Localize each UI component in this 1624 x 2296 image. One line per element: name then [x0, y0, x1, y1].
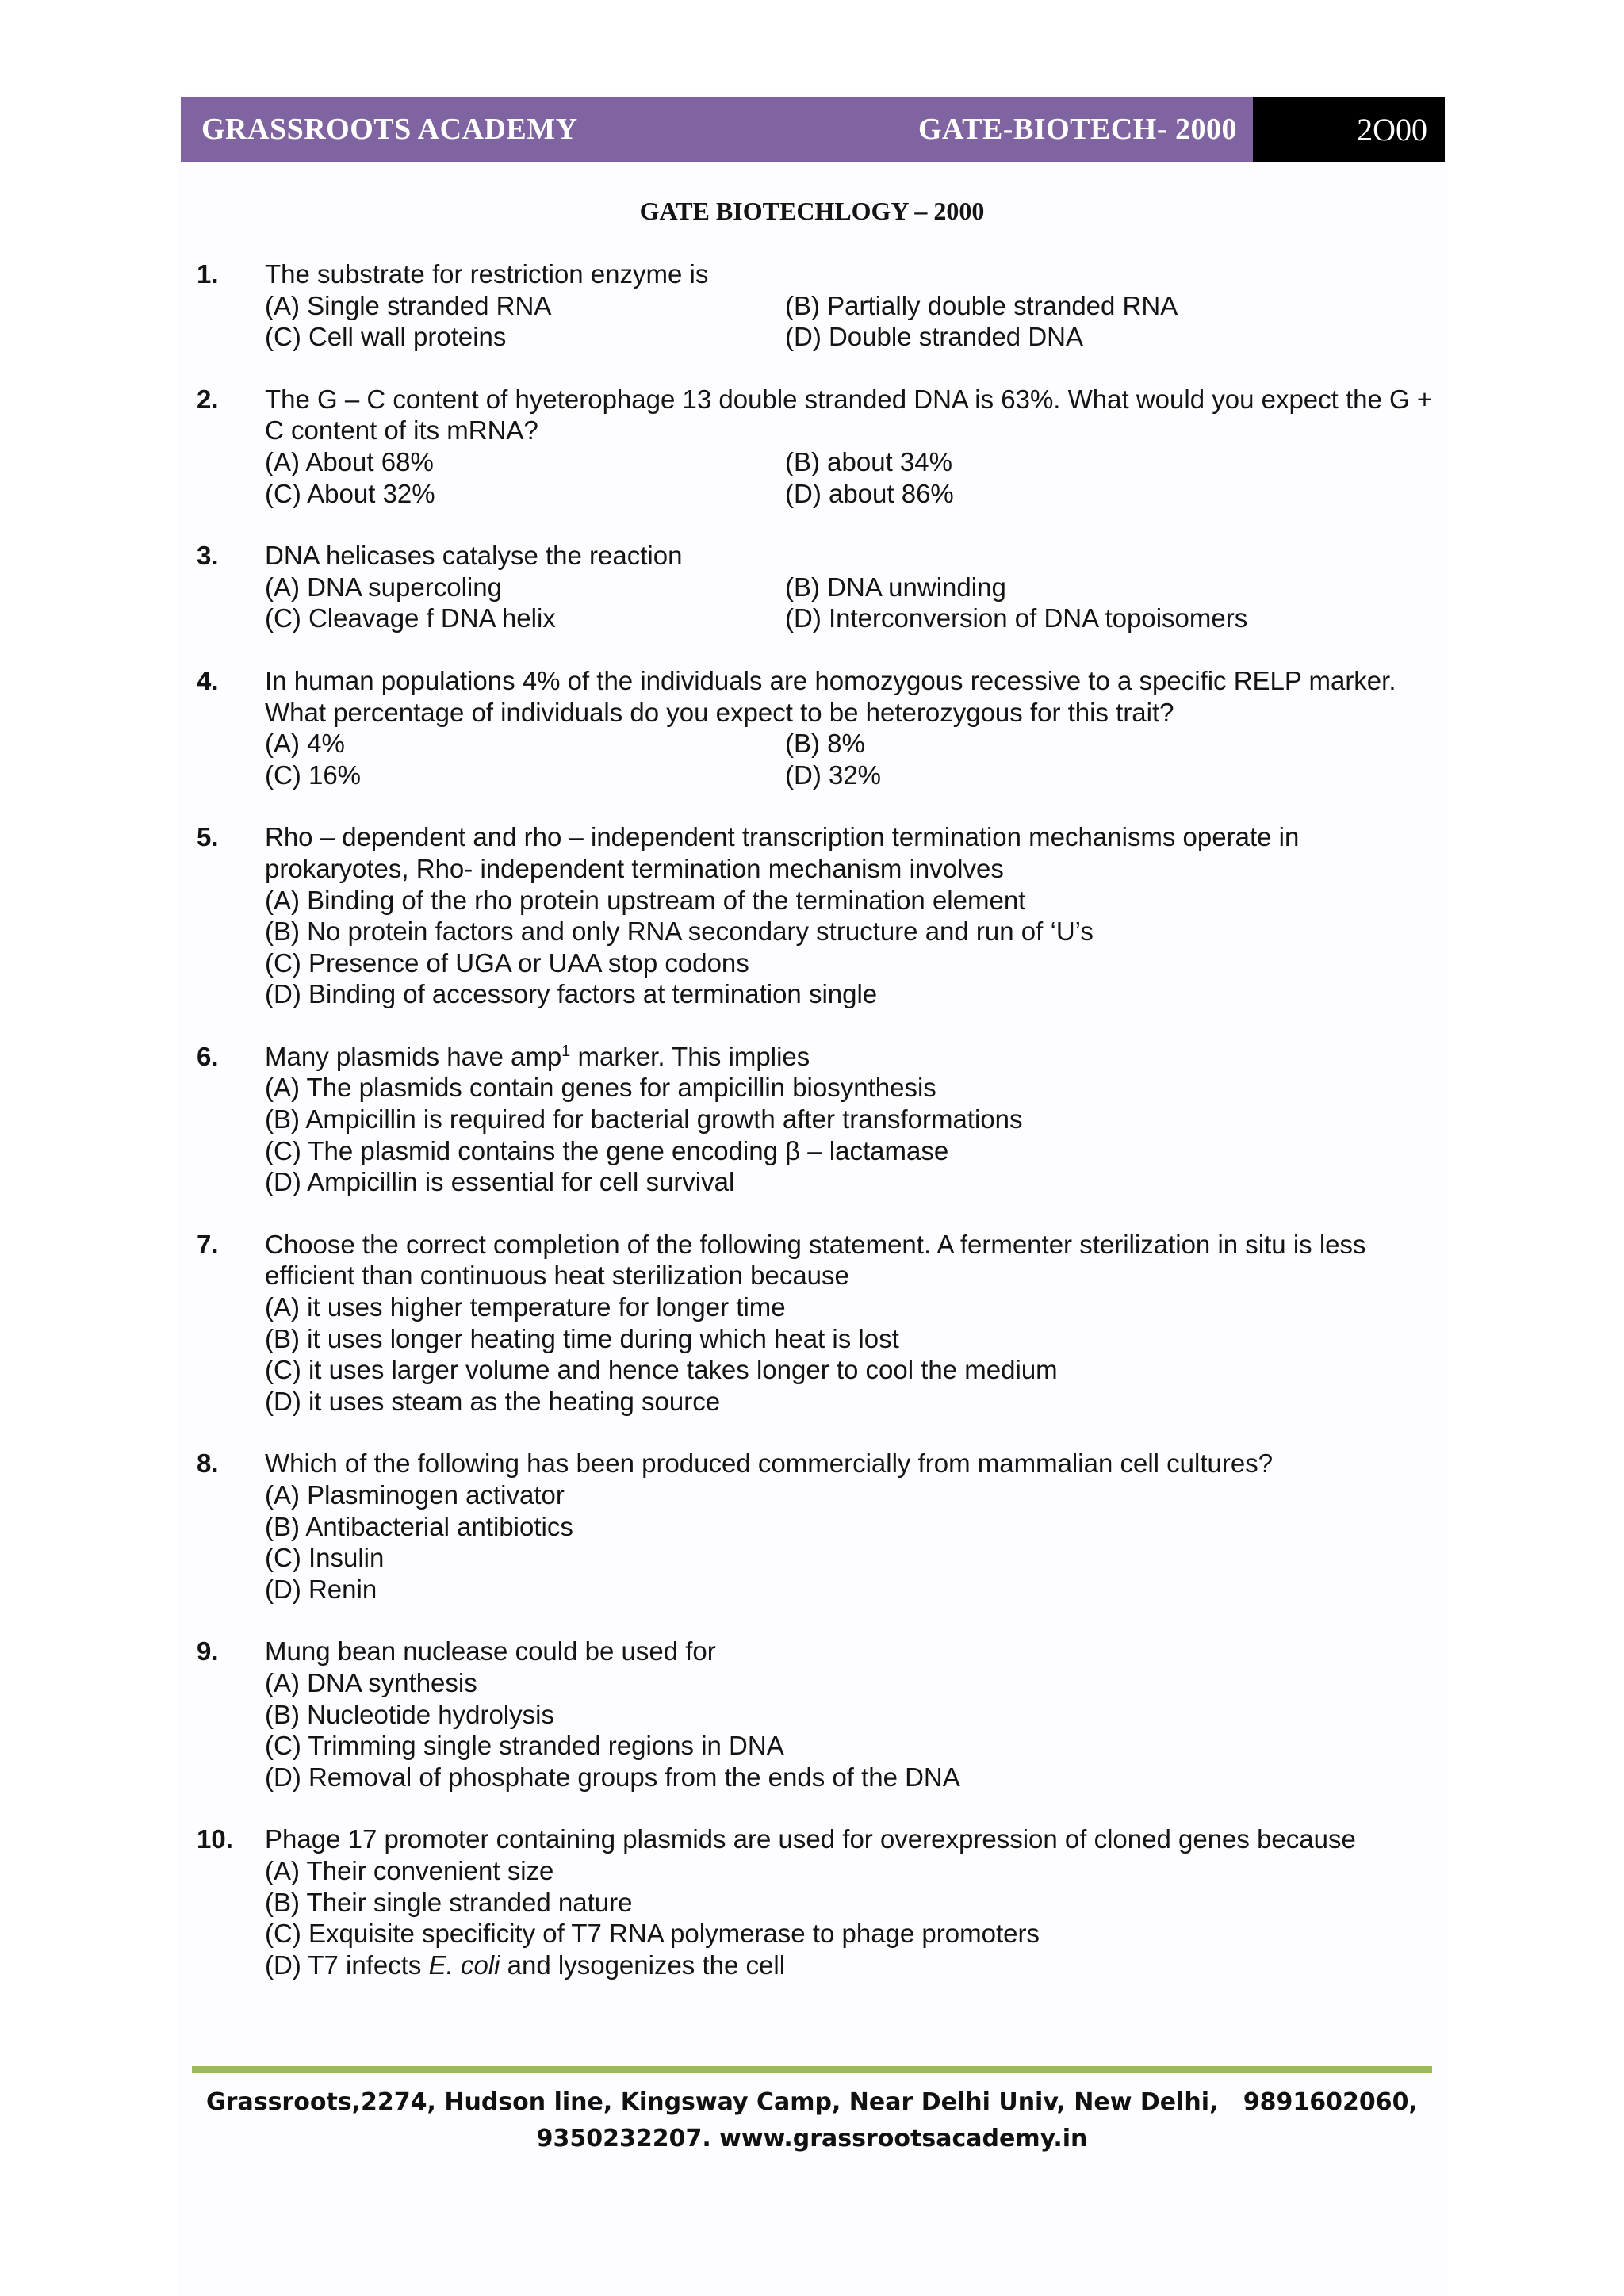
option-d: (D) Binding of accessory factors at termination single [265, 979, 878, 1009]
option-c: (C) Trimming single stranded regions in DNA [265, 1731, 784, 1761]
options-grid [265, 290, 1434, 353]
question-list [197, 258, 1434, 2011]
question-number: 6. [197, 1041, 219, 1071]
question-5 [197, 821, 1434, 1010]
question-stem: Mung bean nuclease could be used for [265, 1636, 716, 1667]
question-number: 10. [197, 1824, 233, 1854]
footer-line-2: 9350232207. www.grassrootsacademy.in [536, 2125, 1088, 2152]
option-a: (A) Single stranded RNA [265, 290, 552, 320]
option-c: (C) Exquisite specificity of T7 RNA polymerase to phage promoters [265, 1919, 1040, 1949]
option-d: (D) it uses steam as the heating source [265, 1386, 721, 1416]
option-d: (D) Renin [265, 1574, 377, 1604]
document-title: GATE BIOTECHLOGY – 2000 [639, 197, 985, 225]
option-b: (B) Nucleotide hydrolysis [265, 1699, 554, 1729]
option-b: (B) about 34% [785, 446, 952, 476]
question-stem: Which of the following has been produced commercially from mammalian cell cultures? [265, 1448, 1274, 1479]
question-stem: Choose the correct completion of the following statement. A fermenter sterilization in situ is less efficient than continuous heat sterilization because [265, 1229, 1366, 1291]
question-1 [197, 258, 1434, 353]
exam-code: 2O00 [1357, 111, 1427, 147]
question-9 [197, 1636, 1434, 1793]
option-c: (C) Cell wall proteins [265, 322, 507, 352]
option-c: (C) Cleavage f DNA helix [265, 603, 556, 633]
option-a: (A) DNA supercoling [265, 572, 502, 602]
footer-line-1: Grassroots,2274, Hudson line, Kingsway Camp, Near Delhi Univ, New Delhi, 9891602060, [206, 2088, 1418, 2116]
stem-text: Many plasmids have amp [265, 1041, 562, 1071]
option-d: (D) Ampicillin is essential for cell survival [265, 1167, 735, 1197]
header-banner [181, 97, 1253, 162]
option-d: (D) Interconversion of DNA topoisomers [785, 603, 1248, 633]
option-d: (D) 32% [785, 760, 882, 790]
academy-name: GRASSROOTS ACADEMY [201, 113, 578, 146]
option-a: (A) 4% [265, 729, 345, 759]
option-a: (A) Binding of the rho protein upstream of the termination element [265, 885, 1026, 915]
header-bar [181, 97, 1445, 162]
question-7 [197, 1229, 1434, 1418]
question-stem [265, 1041, 1434, 1073]
option-b: (B) Ampicillin is required for bacterial growth after transformations [265, 1104, 1023, 1135]
option-b: (B) it uses longer heating time during which heat is lost [265, 1323, 899, 1353]
option-d [265, 1950, 1434, 1981]
stem-superscript: 1 [561, 1042, 571, 1060]
question-number: 4. [197, 665, 219, 695]
question-number: 3. [197, 541, 219, 571]
option-d-text-after: and lysogenizes the cell [500, 1950, 786, 1980]
question-4 [197, 665, 1434, 790]
organism-name: E. coli [428, 1950, 500, 1980]
question-stem: In human populations 4% of the individuals are homozygous recessive to a specific RELP marker. What percentage of individuals do you expect to be heterozygous for this trait? [265, 665, 1396, 727]
question-stem: The G – C content of hyeterophage 13 double stranded DNA is 63%. What would you expect the G + C content of its mRNA? [265, 384, 1433, 446]
question-stem: The substrate for restriction enzyme is [265, 259, 709, 289]
question-number: 2. [197, 384, 219, 414]
option-d: (D) Removal of phosphate groups from the ends of the DNA [265, 1762, 960, 1792]
option-a: (A) Their convenient size [265, 1855, 554, 1885]
option-d-text: (D) T7 infects [265, 1950, 429, 1980]
option-c: (C) 16% [265, 760, 362, 790]
exam-name: GATE-BIOTECH- 2000 [917, 113, 1237, 146]
question-stem: DNA helicases catalyse the reaction [265, 541, 683, 571]
question-stem: Phage 17 promoter containing plasmids are used for overexpression of cloned genes because [265, 1824, 1356, 1854]
option-d: (D) about 86% [785, 478, 954, 508]
question-3 [197, 540, 1434, 634]
question-2 [197, 384, 1434, 509]
question-number: 5. [197, 822, 219, 852]
question-number: 1. [197, 259, 219, 289]
option-a: (A) Plasminogen activator [265, 1480, 565, 1510]
question-number: 9. [197, 1636, 219, 1667]
option-c: (C) Insulin [265, 1543, 385, 1573]
option-a: (A) About 68% [265, 446, 434, 476]
question-number: 7. [197, 1229, 219, 1259]
question-stem: Rho – dependent and rho – independent transcription termination mechanisms operate in prokaryotes, Rho- independent termination mechanism involves [265, 822, 1300, 883]
options-grid [265, 572, 1434, 634]
option-b: (B) No protein factors and only RNA secondary structure and run of ‘U’s [265, 916, 1094, 947]
option-b: (B) Their single stranded nature [265, 1887, 633, 1917]
option-b: (B) Partially double stranded RNA [785, 290, 1178, 320]
question-10 [197, 1823, 1434, 1980]
option-c: (C) Presence of UGA or UAA stop codons [265, 947, 749, 978]
option-b: (B) 8% [785, 729, 865, 759]
question-6 [197, 1041, 1434, 1198]
footer-address [182, 2084, 1442, 2157]
option-a: (A) DNA synthesis [265, 1667, 477, 1697]
options-grid [265, 728, 1434, 790]
options-grid [265, 446, 1434, 509]
header-code-box [1253, 97, 1445, 162]
option-b: (B) DNA unwinding [785, 572, 1006, 602]
question-number: 8. [197, 1448, 219, 1479]
stem-text-after: marker. This implies [570, 1041, 810, 1071]
option-a: (A) it uses higher temperature for longer time [265, 1292, 786, 1322]
option-a: (A) The plasmids contain genes for ampicillin biosynthesis [265, 1073, 936, 1103]
option-c: (C) it uses larger volume and hence takes longer to cool the medium [265, 1355, 1058, 1385]
option-c: (C) About 32% [265, 478, 435, 508]
option-d: (D) Double stranded DNA [785, 322, 1083, 352]
footer-divider [192, 2066, 1432, 2073]
question-8 [197, 1448, 1434, 1605]
option-c: (C) The plasmid contains the gene encoding β – lactamase [265, 1135, 949, 1165]
option-b: (B) Antibacterial antibiotics [265, 1511, 573, 1541]
